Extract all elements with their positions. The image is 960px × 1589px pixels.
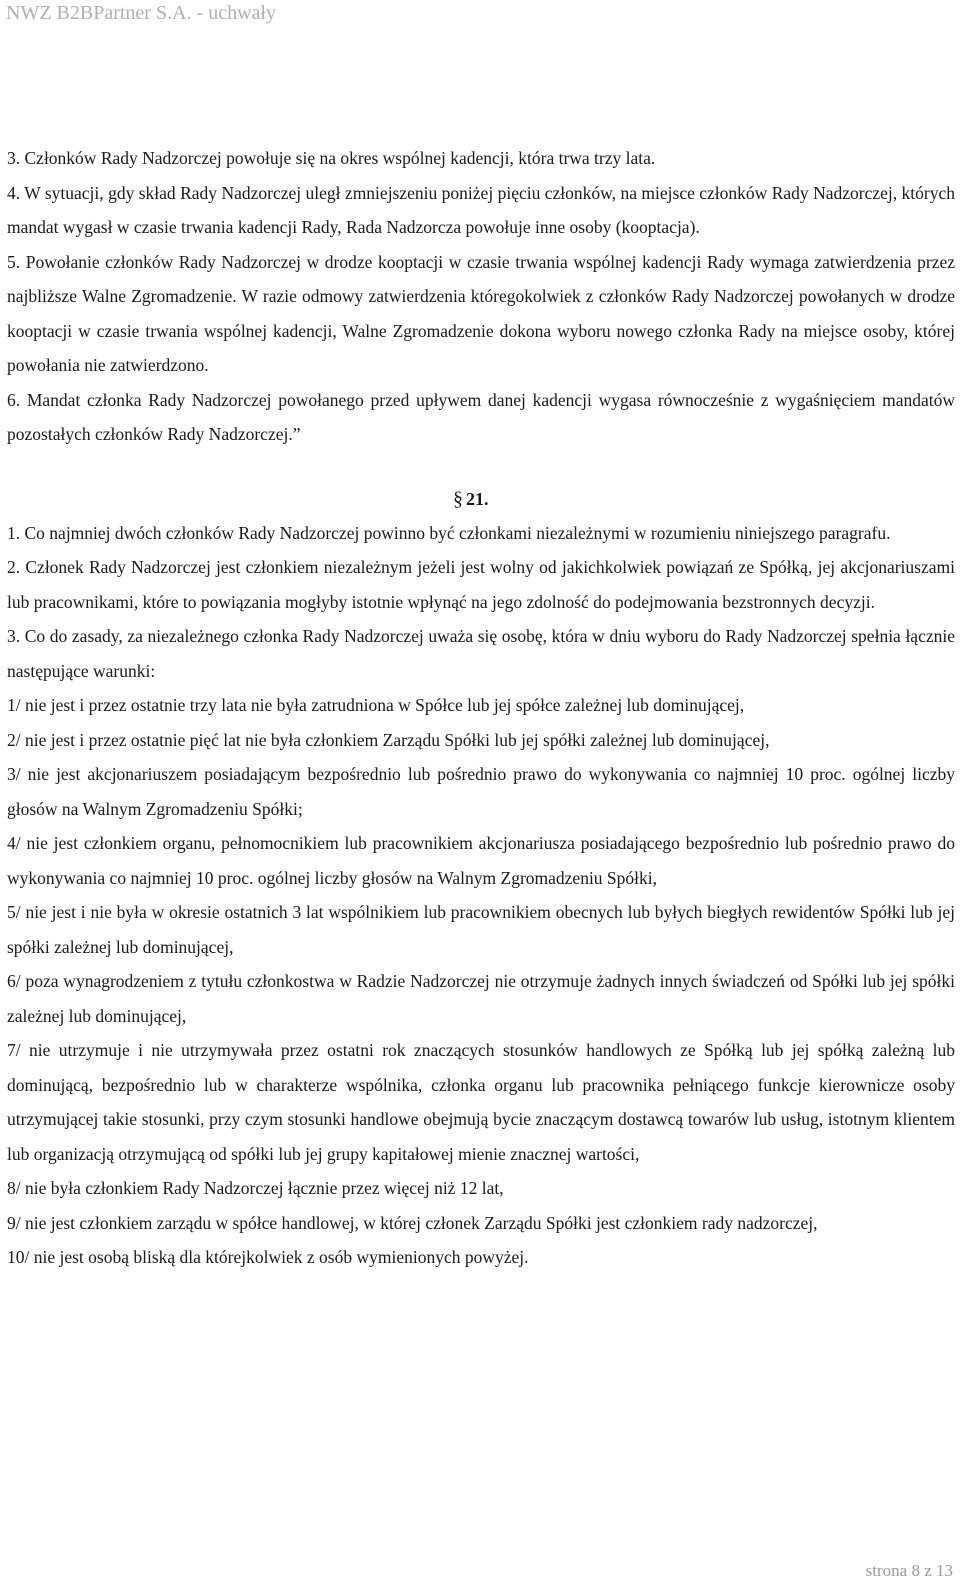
condition-item-7: 7/ nie utrzymuje i nie utrzymywała przez ostatni rok znaczących stosunków handlowych ze Spółką lub jej spółką zależną lub dominującą, bezpośrednio lub w charakterze wspólnika, członka organu lub pracownika pełniącego funkcje kierownicze osoby utrzymującej takie stosunki, przy czym stosunki handlowe obejmują bycie znaczącym dostawcą towarów lub usług, istotnym klientem lub organizacją otrzymującą od spółki lub jej grupy kapitałowej mienie znacznej wartości, xyxy=(7,1040,955,1164)
section-sign: § xyxy=(453,487,463,510)
section-number: 21. xyxy=(466,488,489,509)
section-21-paragraph-2: 2. Członek Rady Nadzorczej jest członkiem niezależnym jeżeli jest wolny od jakichkolwiek powiązań ze Spółką, jej akcjonariuszami lub pracownikami, które to powiązania mogłyby istotnie wpłynąć na jego zdolność do podejmowania bezstronnych decyzji. xyxy=(7,557,955,612)
condition-item-4: 4/ nie jest członkiem organu, pełnomocnikiem lub pracownikiem akcjonariusza posiadającego bezpośrednio lub pośrednio prawo do wykonywania co najmniej 10 proc. ogólnej liczby głosów na Walnym Zgromadzeniu Spółki, xyxy=(7,833,955,888)
condition-item-5: 5/ nie jest i nie była w okresie ostatnich 3 lat wspólnikiem lub pracownikiem obecnych lub byłych biegłych rewidentów Spółki lub jej spółki zależnej lub dominującej, xyxy=(7,902,955,957)
paragraph-3: 3. Członków Rady Nadzorczej powołuje się na okres wspólnej kadencji, która trwa trzy lata. xyxy=(7,148,656,168)
condition-item-10: 10/ nie jest osobą bliską dla którejkolwiek z osób wymienionych powyżej. xyxy=(7,1247,529,1267)
section-heading xyxy=(7,452,955,516)
section-21-paragraph-1: 1. Co najmniej dwóch członków Rady Nadzorczej powinno być członkami niezależnymi w rozumieniu niniejszego paragrafu. xyxy=(7,522,891,543)
document-body xyxy=(7,141,955,1275)
condition-item-1: 1/ nie jest i przez ostatnie trzy lata nie była zatrudniona w Spółce lub jej spółce zależnej lub dominującej, xyxy=(7,695,745,715)
condition-item-3: 3/ nie jest akcjonariuszem posiadającym bezpośrednio lub pośrednio prawo do wykonywania co najmniej 10 proc. ogólnej liczby głosów na Walnym Zgromadzeniu Spółki; xyxy=(7,764,955,819)
condition-item-6: 6/ poza wynagrodzeniem z tytułu członkostwa w Radzie Nadzorczej nie otrzymuje żadnych innych świadczeń od Spółki lub jej spółki zależnej lub dominującej, xyxy=(7,971,955,1026)
page-number: strona 8 z 13 xyxy=(865,1561,953,1580)
paragraph-5: 5. Powołanie członków Rady Nadzorczej w drodze kooptacji w czasie trwania wspólnej kadencji Rady wymaga zatwierdzenia przez najbliższe Walne Zgromadzenie. W razie odmowy zatwierdzenia któregokolwiek z członków Rady Nadzorczej powołanych w drodze kooptacji w czasie trwania wspólnej kadencji, Walne Zgromadzenie dokona wyboru nowego członka Rady na miejsce osoby, której powołania nie zatwierdzono. xyxy=(7,251,955,375)
condition-item-2: 2/ nie jest i przez ostatnie pięć lat nie była członkiem Zarządu Spółki lub jej spółki zależnej lub dominującej, xyxy=(7,729,770,750)
paragraph-6: 6. Mandat członka Rady Nadzorczej powołanego przed upływem danej kadencji wygasa równocześnie z wygaśnięciem mandatów pozostałych członków Rady Nadzorczej.” xyxy=(7,389,955,444)
section-21-paragraph-3: 3. Co do zasady, za niezależnego członka Rady Nadzorczej uważa się osobę, która w dniu wyboru do Rady Nadzorczej spełnia łącznie następujące warunki: xyxy=(7,626,955,681)
condition-item-8: 8/ nie była członkiem Rady Nadzorczej łącznie przez więcej niż 12 lat, xyxy=(7,1178,504,1198)
paragraph-4: 4. W sytuacji, gdy skład Rady Nadzorczej uległ zmniejszeniu poniżej pięciu członków, na miejsce członków Rady Nadzorczej, których mandat wygasł w czasie trwania kadencji Rady, Rada Nadzorcza powołuje inne osoby (kooptacja). xyxy=(7,182,955,237)
document-header: NWZ B2BPartner S.A. - uchwały xyxy=(6,2,276,24)
condition-item-9: 9/ nie jest członkiem zarządu w spółce handlowej, w której członek Zarządu Spółki jest członkiem rady nadzorczej, xyxy=(7,1212,818,1233)
